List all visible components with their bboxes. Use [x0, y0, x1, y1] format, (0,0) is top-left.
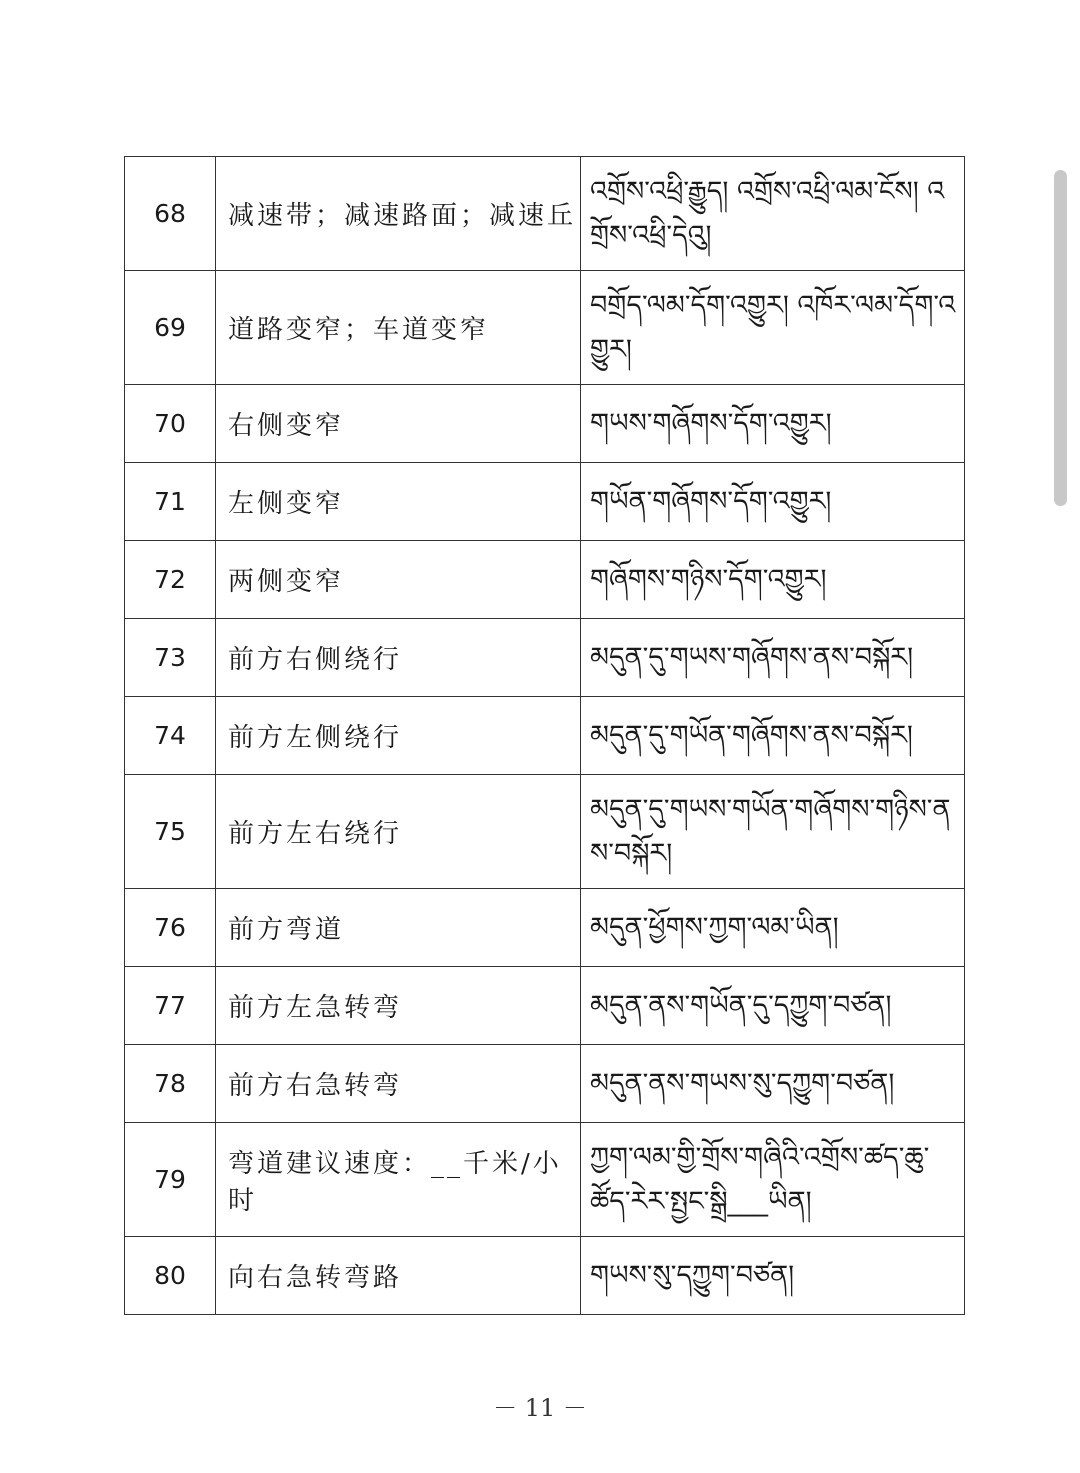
table-row [125, 157, 965, 271]
chinese-term: 道路变窄；车道变窄 [216, 271, 581, 385]
row-number: 76 [125, 889, 216, 967]
row-number: 68 [125, 157, 216, 271]
tibetan-term: མདུན་ནས་གཡས་སུ་དཀྱུག་བཙན། [581, 1045, 965, 1123]
table-row [125, 385, 965, 463]
table-row [125, 619, 965, 697]
table-row [125, 889, 965, 967]
chinese-term: 减速带；减速路面；减速丘 [216, 157, 581, 271]
tibetan-term: མདུན་དུ་གཡས་གཞོགས་ནས་བསྐོར། [581, 619, 965, 697]
chinese-term: 前方右急转弯 [216, 1045, 581, 1123]
row-number: 73 [125, 619, 216, 697]
row-number: 77 [125, 967, 216, 1045]
row-number: 74 [125, 697, 216, 775]
chinese-term: 前方左右绕行 [216, 775, 581, 889]
tibetan-term: གཡས་སུ་དཀྱུག་བཙན། [581, 1237, 965, 1315]
row-number: 71 [125, 463, 216, 541]
tibetan-term: འགྲོས་འཕྲི་རྒྱུད། འགྲོས་འཕྲི་ལམ་ངོས། འགྲོས་འཕྲི་དེའུ། [581, 157, 965, 271]
row-number: 70 [125, 385, 216, 463]
table-row [125, 463, 965, 541]
row-number: 78 [125, 1045, 216, 1123]
chinese-term: 前方右侧绕行 [216, 619, 581, 697]
chinese-term: 前方左侧绕行 [216, 697, 581, 775]
row-number: 79 [125, 1123, 216, 1237]
row-number: 69 [125, 271, 216, 385]
chinese-term: 向右急转弯路 [216, 1237, 581, 1315]
tibetan-term: བགྲོད་ལམ་དོག་འགྱུར། འཁོར་ལམ་དོག་འགྱུར། [581, 271, 965, 385]
table-row [125, 1237, 965, 1315]
tibetan-term: གཡས་གཞོགས་དོག་འགྱུར། [581, 385, 965, 463]
table-row [125, 271, 965, 385]
table-row [125, 1045, 965, 1123]
row-number: 72 [125, 541, 216, 619]
chinese-term: 前方弯道 [216, 889, 581, 967]
chinese-term: 左侧变窄 [216, 463, 581, 541]
glossary-table [124, 156, 965, 1315]
tibetan-term: མདུན་དུ་གཡོན་གཞོགས་ནས་བསྐོར། [581, 697, 965, 775]
chinese-term: 右侧变窄 [216, 385, 581, 463]
vertical-scrollbar[interactable] [1054, 170, 1067, 506]
table-row [125, 775, 965, 889]
tibetan-term: གཡོན་གཞོགས་དོག་འགྱུར། [581, 463, 965, 541]
page-number: － 11 － [493, 1394, 587, 1422]
tibetan-term: གཞོགས་གཉིས་དོག་འགྱུར། [581, 541, 965, 619]
chinese-term: 前方左急转弯 [216, 967, 581, 1045]
row-number: 80 [125, 1237, 216, 1315]
tibetan-term: མདུན་ནས་གཡོན་དུ་དཀྱུག་བཙན། [581, 967, 965, 1045]
tibetan-term: ཀྱག་ལམ་གྱི་གྲོས་གཞིའི་འགྲོས་ཚད་ཆུ་ཚོད་རེར་སྤྱང་སྒྲི___ཡིན། [581, 1123, 965, 1237]
tibetan-term: མདུན་དུ་གཡས་གཡོན་གཞོགས་གཉིས་ནས་བསྐོར། [581, 775, 965, 889]
row-number: 75 [125, 775, 216, 889]
chinese-term: 两侧变窄 [216, 541, 581, 619]
table-row [125, 697, 965, 775]
table-row [125, 967, 965, 1045]
table-row [125, 1123, 965, 1237]
tibetan-term: མདུན་ཕྱོགས་ཀྱག་ལམ་ཡིན། [581, 889, 965, 967]
table-row [125, 541, 965, 619]
chinese-term: 弯道建议速度：__千米/小时 [216, 1123, 581, 1237]
